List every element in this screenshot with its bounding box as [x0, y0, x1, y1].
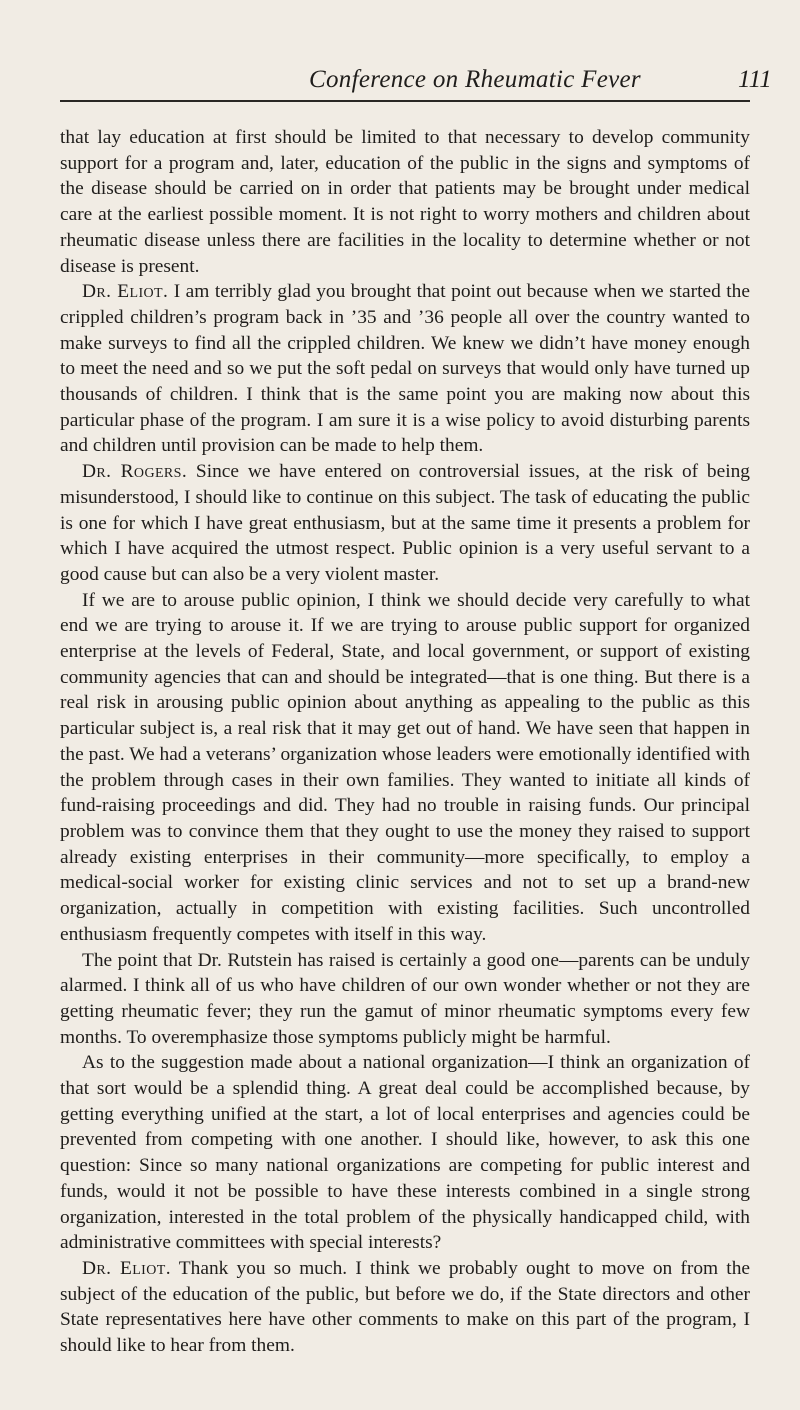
paragraph-text: If we are to arouse public opinion, I think we should decide very carefully to what end we are trying to arouse it. If we are trying to arouse public support for organized enterprise at the levels of Federal, State, and local government, or support of existing community agencies that can and should be integrated—that is one thing. But there is a real risk in arousing public opinion about anything as appealing to the public as this particular subject is, a real risk that it may get out of hand. We have seen that happen in the past. We had a veterans’ organization whose leaders were emotionally identified with the problem through cases in their own families. They wanted to initiate all kinds of fund-raising proceedings and did. They had no trouble in raising funds. Our principal problem was to convince them that they ought to use the money they raised to support already existing enterprises in their community—more specifically, to employ a medical-social worker for existing clinic services and not to set up a brand-new organization, actually in competition with existing facilities. Such uncontrolled enthusiasm frequently competes with itself in this way. [60, 589, 750, 945]
paragraph [60, 459, 750, 588]
page-number: 111 [738, 66, 772, 93]
body-text [60, 125, 750, 1359]
speaker-name: Dr. Eliot. [82, 281, 169, 303]
paragraph-text: As to the suggestion made about a national organization—I think an organization of that sort would be a splendid thing. A great deal could be accomplished because, by getting everything unified at the start, a lot of local enterprises and agencies could be prevented from competing with one another. I should like, however, to ask this one question: Since so many national organizations are competing for public interest and funds, would it not be possible to have these interests combined in a single strong organization, interested in the total problem of the physically handicapped child, with administrative committees with special interests? [60, 1052, 750, 1254]
paragraph [60, 1050, 750, 1256]
paragraph-text: Thank you so much. I think we probably ought to move on from the subject of the education of the public, but before we do, if the State directors and other State representatives here have other comments to make on this part of the program, I should like to hear from them. [60, 1257, 750, 1357]
paragraph [60, 125, 750, 279]
running-title: Conference on Rheumatic Fever [309, 66, 641, 93]
speaker-name: Dr. Rogers. [82, 461, 188, 483]
paragraph-text: Since we have entered on controversial issues, at the risk of being misunderstood, I should like to continue on this subject. The task of educating the public is one for which I have great enthusiasm, but at the same time it presents a problem for which I have acquired the utmost respect. Public opinion is a very useful servant to a good cause but can also be a very violent master. [60, 461, 751, 585]
paragraph [60, 279, 750, 459]
paragraph-text: I am terribly glad you brought that point out because when we started the crippled children’s program back in ’35 and ’36 people all over the country wanted to make surveys to find all the crippled children. We knew we didn’t have money enough to meet the need and so we put the soft pedal on surveys that would only have turned up thousands of children. I think that is the same point you are making now about this particular phase of the program. I am sure it is a wise policy to avoid disturbing parents and children until provision can be made to help them. [60, 281, 750, 457]
paragraph-text: that lay education at first should be limited to that necessary to develop community support for a program and, later, education of the public in the signs and symptoms of the disease should be carried on in order that patients may be brought under medical care at the earliest possible moment. It is not right to worry mothers and children about rheumatic disease unless there are facilities in the locality to determine whether or not disease is present. [60, 127, 750, 277]
speaker-name: Dr. Eliot. [82, 1257, 171, 1279]
paragraph [60, 588, 750, 948]
paragraph [60, 1256, 750, 1359]
paragraph [60, 948, 750, 1051]
paragraph-text: The point that Dr. Rutstein has raised is certainly a good one—parents can be unduly alarmed. I think all of us who have children of our own wonder whether or not they are getting rheumatic fever; they run the gamut of minor rheumatic symptoms every few months. To overemphasize those symptoms publicly might be harmful. [60, 949, 750, 1048]
header-rule [60, 100, 750, 102]
running-head [0, 66, 800, 102]
